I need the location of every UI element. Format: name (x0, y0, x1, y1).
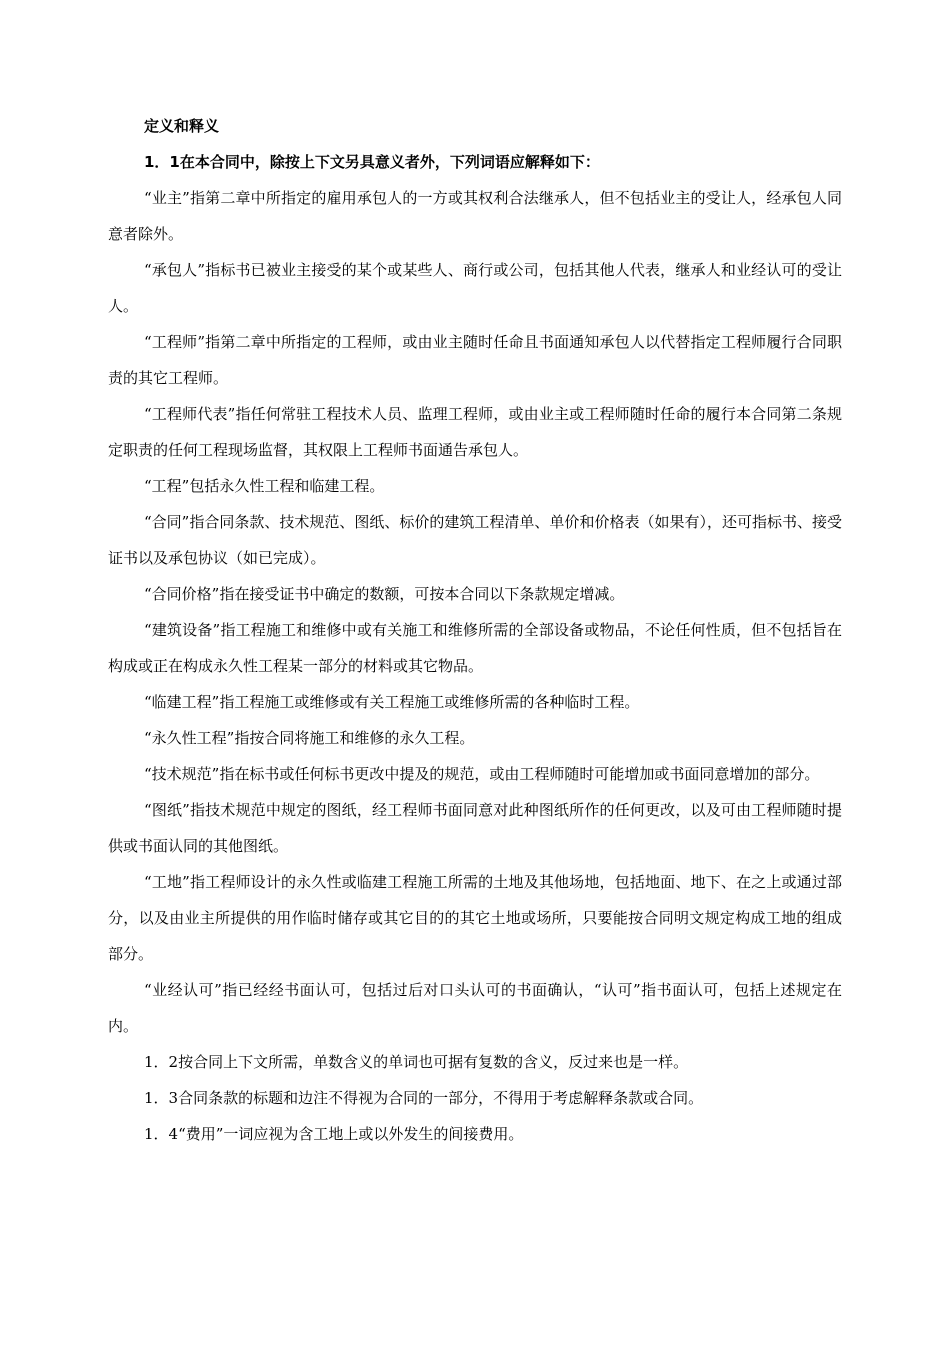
definition-owner: “业主”指第二章中所指定的雇用承包人的一方或其权利合法继承人，但不包括业主的受让人，经承包人同意者除外。 (108, 189, 842, 243)
clause-1-4: 1．4“费用”一词应视为含工地上或以外发生的间接费用。 (144, 1125, 524, 1143)
clause-1-2: 1．2按合同上下文所需，单数含义的单词也可据有复数的含义，反过来也是一样。 (144, 1053, 689, 1071)
document-body (108, 108, 842, 1152)
definition-drawings: “图纸”指技术规范中规定的图纸，经工程师书面同意对此种图纸所作的任何更改，以及可由工程师随时提供或书面认同的其他图纸。 (108, 801, 842, 855)
definition-contract: “合同”指合同条款、技术规范、图纸、标价的建筑工程清单、单价和价格表（如果有），还可指标书、接受证书以及承包协议（如已完成）。 (108, 513, 842, 567)
definition-approved: “业经认可”指已经经书面认可，包括过后对口头认可的书面确认，“认可”指书面认可，包括上述规定在内。 (108, 981, 842, 1035)
definition-contractor: “承包人”指标书已被业主接受的某个或某些人、商行或公司，包括其他人代表，继承人和业经认可的受让人。 (108, 261, 842, 315)
clause-1-3: 1．3合同条款的标题和边注不得视为合同的一部分，不得用于考虑解释条款或合同。 (144, 1089, 704, 1107)
clause-1-1: 1．1在本合同中，除按上下文另具意义者外，下列词语应解释如下： (144, 153, 600, 171)
definition-engineer-representative: “工程师代表”指任何常驻工程技术人员、监理工程师，或由业主或工程师随时任命的履行本合同第二条规定职责的任何工程现场监督，其权限上工程师书面通告承包人。 (108, 405, 842, 459)
definition-site: “工地”指工程师设计的永久性或临建工程施工所需的土地及其他场地，包括地面、地下、在之上或通过部分，以及由业主所提供的用作临时储存或其它目的的其它土地或场所，只要能按合同明文规定构成工地的组成部分。 (108, 873, 842, 963)
definition-contract-price: “合同价格”指在接受证书中确定的数额，可按本合同以下条款规定增减。 (144, 585, 625, 603)
definition-construction-equipment: “建筑设备”指工程施工和维修中或有关施工和维修所需的全部设备或物品，不论任何性质，但不包括旨在构成或正在构成永久性工程某一部分的材料或其它物品。 (108, 621, 842, 675)
definition-engineer: “工程师”指第二章中所指定的工程师，或由业主随时任命且书面通知承包人以代替指定工程师履行合同职责的其它工程师。 (108, 333, 842, 387)
definition-temporary-works: “临建工程”指工程施工或维修或有关工程施工或维修所需的各种临时工程。 (144, 693, 640, 711)
definition-specification: “技术规范”指在标书或任何标书更改中提及的规范，或由工程师随时可能增加或书面同意增加的部分。 (144, 765, 820, 783)
definition-works: “工程”包括永久性工程和临建工程。 (144, 477, 385, 495)
section-heading: 定义和释义 (144, 117, 220, 135)
definition-permanent-works: “永久性工程”指按合同将施工和维修的永久工程。 (144, 729, 475, 747)
